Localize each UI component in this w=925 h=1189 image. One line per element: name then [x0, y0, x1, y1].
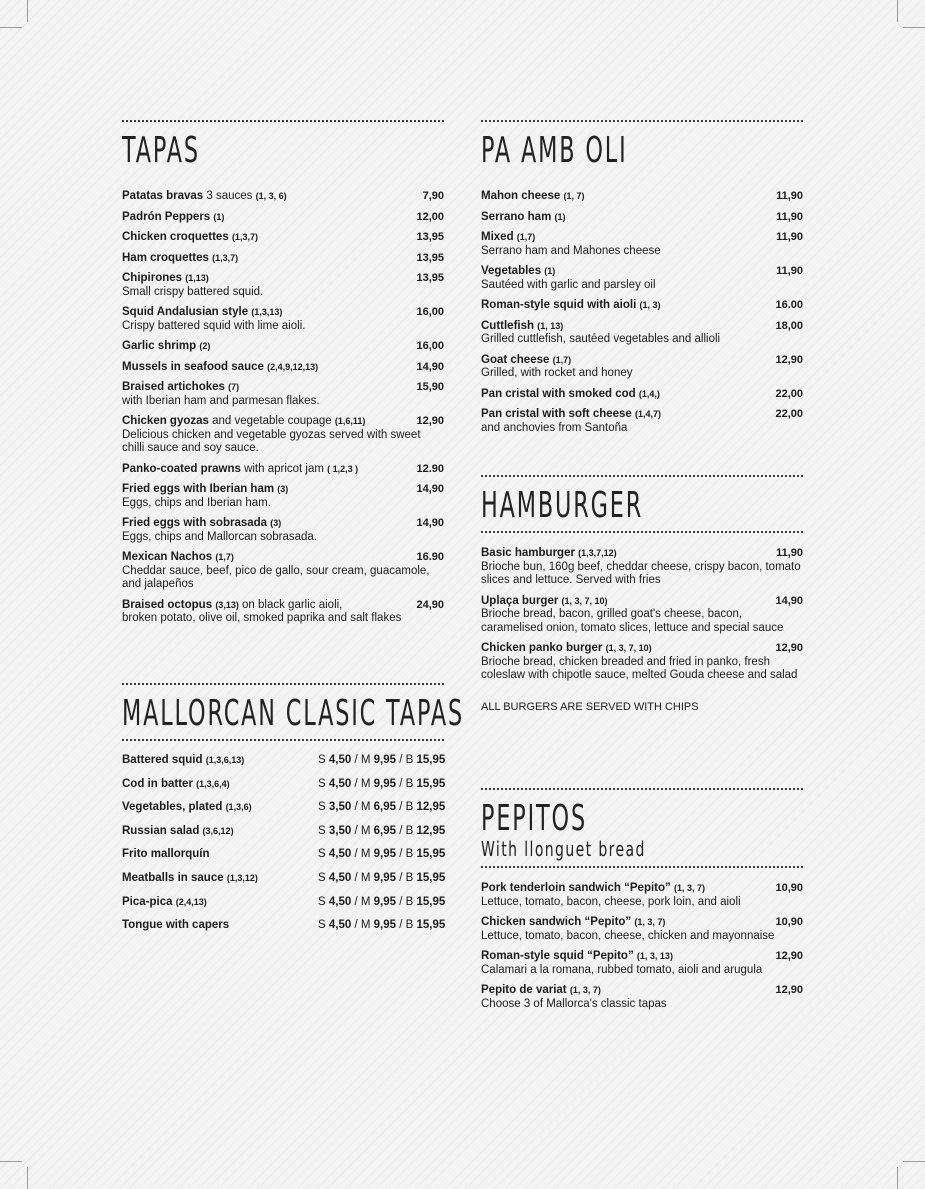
menu-item-extra: with apricot jam — [240, 462, 328, 475]
menu-item-name: Russian salad — [122, 824, 200, 837]
menu-item-heading — [481, 299, 803, 313]
price-small: 3,50 — [328, 801, 352, 814]
section-title-mallorcan: MALLORCAN CLASIC TAPAS — [122, 693, 465, 734]
price-small: 3,50 — [328, 824, 352, 837]
size-label-medium: / M — [351, 754, 374, 766]
menu-item-allergens: (2) — [199, 341, 211, 351]
menu-item-name: Tongue with capers — [122, 919, 230, 932]
menu-item-name: Roman-style squid with aioli — [481, 299, 637, 311]
menu-item-allergens: (1, 7) — [563, 191, 585, 201]
menu-item-price: 10,90 — [775, 882, 803, 894]
menu-item-name: Padrón Peppers — [122, 210, 211, 223]
menu-item — [122, 824, 444, 848]
price-big: 15,95 — [416, 895, 446, 908]
menu-item — [481, 408, 803, 435]
menu-item-description: Small crispy battered squid. — [122, 285, 264, 298]
menu-item-name: Basic hamburger — [481, 547, 575, 559]
pepitos-section — [481, 788, 803, 1018]
menu-item — [122, 599, 444, 626]
size-label-small: S — [318, 824, 329, 837]
menu-item-description: and anchovies from Santoña — [481, 421, 628, 434]
menu-item — [481, 211, 803, 225]
menu-item-price: 12,90 — [775, 950, 803, 962]
menu-item-price: 11,90 — [776, 231, 803, 243]
size-label-big: / B — [396, 824, 417, 837]
price-small: 4,50 — [328, 777, 352, 790]
menu-item-heading — [122, 211, 444, 225]
menu-item-sizes — [318, 847, 445, 861]
menu-item-name: Pork tenderloin sandwich “Pepito” — [481, 882, 671, 894]
menu-item-heading — [122, 381, 444, 395]
menu-item-heading — [481, 265, 803, 279]
menu-item-allergens: (1,3,6,13) — [205, 755, 245, 765]
price-medium: 9,95 — [373, 919, 397, 932]
menu-item-allergens: (1,7) — [552, 354, 572, 365]
menu-item-price: 13,95 — [416, 251, 444, 264]
menu-item-allergens: (1,3,7) — [212, 252, 239, 263]
menu-item — [481, 916, 803, 943]
menu-item — [122, 361, 444, 375]
menu-item-name: Chicken croquettes — [122, 231, 229, 243]
menu-item-price: 22,00 — [775, 387, 803, 400]
menu-item-sizes — [318, 918, 445, 932]
menu-item — [481, 320, 803, 347]
menu-item-name: Panko-coated prawns — [122, 462, 241, 475]
size-label-big: / B — [396, 754, 417, 766]
menu-item-allergens: (3,6,12) — [202, 825, 234, 836]
menu-item-name: Cod in batter — [122, 777, 193, 790]
size-label-small: S — [318, 871, 329, 884]
menu-item-name: Vegetables — [481, 265, 542, 277]
menu-item-heading — [122, 231, 444, 245]
hamburger-section — [481, 475, 803, 713]
size-label-big: / B — [396, 801, 417, 814]
menu-item — [122, 340, 444, 354]
menu-item — [481, 231, 803, 258]
divider — [122, 739, 444, 741]
menu-item-price: 13,95 — [416, 272, 444, 284]
menu-item-allergens: (1,3,7) — [231, 232, 258, 242]
menu-item-allergens: (1, 3, 7, 10) — [605, 643, 652, 653]
menu-item — [481, 642, 803, 683]
menu-item-price: 14,90 — [416, 360, 444, 373]
menu-item-description: Choose 3 of Mallorca's classic tapas — [481, 997, 667, 1010]
menu-item-name: Fried eggs with Iberian ham — [122, 483, 275, 495]
menu-item-price: 16,00 — [416, 306, 444, 318]
menu-item — [122, 918, 444, 942]
menu-item — [122, 753, 444, 777]
menu-item-extra: and vegetable coupage — [208, 415, 335, 427]
menu-item-sizes — [318, 871, 445, 885]
menu-item-price: 12,00 — [416, 210, 444, 223]
menu-item-description: Sautéed with garlic and parsley oil — [481, 278, 656, 291]
menu-item-name: Patatas bravas — [122, 190, 204, 202]
menu-item-heading — [122, 415, 444, 429]
menu-item-name: Frito mallorquín — [122, 848, 210, 861]
price-medium: 6,95 — [373, 801, 397, 814]
menu-item-description: broken potato, olive oil, smoked paprika and salt flakes — [122, 612, 402, 624]
menu-item-allergens: (1, 3, 7) — [673, 883, 705, 893]
size-label-medium: / M — [351, 801, 374, 814]
crop-mark — [27, 1167, 28, 1189]
size-label-medium: / M — [351, 824, 374, 837]
menu-item-price: 16.00 — [775, 299, 803, 311]
menu-item-heading — [122, 599, 444, 613]
menu-item — [122, 211, 444, 225]
menu-item-allergens: ( 1,2,3 ) — [327, 463, 359, 474]
price-small: 4,50 — [328, 848, 352, 861]
menu-item-description: Eggs, chips and Mallorcan sobrasada. — [122, 530, 317, 543]
menu-item-sizes — [318, 800, 445, 814]
menu-item-name: Braised octopus — [122, 598, 213, 611]
menu-item-allergens: (3) — [270, 518, 282, 528]
menu-item — [481, 882, 803, 909]
menu-item-heading — [481, 642, 803, 656]
menu-item-heading — [122, 306, 444, 320]
menu-item-name: Pan cristal with soft cheese — [481, 408, 632, 420]
menu-item-description: Serrano ham and Mahones cheese — [481, 244, 661, 257]
menu-item-name: Chicken gyozas — [122, 415, 209, 427]
menu-item-allergens: (1) — [554, 211, 566, 222]
menu-item-price: 24,90 — [416, 598, 444, 611]
menu-item-price: 11,90 — [776, 547, 803, 559]
menu-item-allergens: (1, 3, 7) — [569, 985, 601, 995]
pa-amb-oli-section — [481, 120, 803, 442]
menu-item-description: Delicious chicken and vegetable gyozas served with sweet chilli sauce and soy sauce. — [122, 428, 421, 454]
menu-item-name: Goat cheese — [481, 353, 550, 366]
price-medium: 9,95 — [373, 848, 397, 861]
menu-item-description: Eggs, chips and Iberian ham. — [122, 496, 271, 509]
crop-mark — [0, 1161, 22, 1162]
menu-item-description: Lettuce, tomato, bacon, cheese, pork loin, and aioli — [481, 895, 741, 908]
menu-item-allergens: (1, 13) — [537, 320, 564, 331]
menu-item-heading — [481, 320, 803, 334]
menu-item-allergens: (1) — [544, 266, 556, 276]
menu-item — [122, 190, 444, 204]
size-label-big: / B — [396, 919, 417, 932]
menu-item-sizes — [318, 753, 445, 767]
divider — [481, 788, 803, 790]
menu-item-price: 16.90 — [416, 551, 444, 563]
menu-item — [481, 388, 803, 402]
crop-mark — [903, 27, 925, 28]
section-title-hamburger: HAMBURGER — [481, 485, 644, 526]
menu-item-sizes — [318, 777, 445, 791]
section-title-pepitos: PEPITOS — [481, 798, 588, 839]
menu-item-allergens: (1, 3, 13) — [636, 951, 673, 961]
menu-item — [122, 272, 444, 299]
menu-item — [481, 354, 803, 381]
size-label-small: S — [318, 895, 329, 908]
menu-item-name: Chicken panko burger — [481, 642, 603, 654]
menu-item-description: with Iberian ham and parmesan flakes. — [122, 394, 320, 407]
menu-item — [122, 306, 444, 333]
size-label-small: S — [318, 848, 329, 861]
size-label-small: S — [318, 919, 329, 932]
menu-item-sizes — [318, 895, 445, 909]
menu-item-price: 13,95 — [416, 231, 444, 243]
size-label-big: / B — [396, 777, 417, 790]
mallorcan-section — [122, 683, 465, 942]
menu-item-allergens: (1,13) — [185, 273, 209, 283]
menu-item-description: Calamari a la romana, rubbed tomato, aioli and arugula — [481, 963, 763, 976]
menu-item — [122, 847, 444, 871]
menu-item-price: 11,90 — [776, 190, 803, 202]
size-label-big: / B — [396, 871, 417, 884]
menu-item-price: 12,90 — [416, 415, 444, 427]
menu-item-name: Fried eggs with sobrasada — [122, 517, 268, 529]
menu-item-name: Squid Andalusian style — [122, 306, 249, 318]
menu-item-heading — [481, 190, 803, 204]
menu-item-heading — [481, 547, 803, 561]
price-medium: 9,95 — [373, 871, 397, 884]
menu-item-allergens: (1,3,13) — [251, 307, 283, 317]
size-label-small: S — [318, 777, 329, 790]
price-medium: 6,95 — [373, 824, 397, 837]
menu-item — [122, 463, 444, 477]
price-small: 4,50 — [328, 895, 352, 908]
menu-item-allergens: (1,4,7) — [635, 409, 662, 419]
hamburger-note: ALL BURGERS ARE SERVED WITH CHIPS — [481, 700, 699, 713]
size-label-big: / B — [396, 848, 417, 861]
menu-item-description: Brioche bread, bacon, grilled goat's cheese, bacon, caramelised onion, tomato slices, lettuce and special sauce — [481, 608, 784, 634]
menu-item-price: 16,00 — [416, 340, 444, 352]
menu-item-heading — [122, 517, 444, 531]
menu-item-allergens: (3) — [277, 484, 289, 494]
menu-item-price: 12.90 — [416, 462, 444, 475]
menu-item-price: 12,90 — [775, 353, 803, 366]
tapas-section — [122, 120, 444, 633]
divider — [122, 120, 444, 122]
size-label-medium: / M — [351, 871, 374, 884]
size-label-small: S — [318, 801, 329, 814]
menu-item-description: Brioche bread, chicken breaded and fried in panko, fresh coleslaw with chipotle sauce, melted Gouda cheese and salad — [481, 655, 798, 681]
size-label-big: / B — [396, 895, 417, 908]
menu-item-heading — [122, 483, 444, 497]
menu-item-heading — [481, 388, 803, 402]
menu-item — [122, 231, 444, 245]
menu-item-allergens: (1,4,) — [638, 388, 660, 399]
menu-item-price: 11,90 — [776, 210, 803, 223]
menu-item — [122, 483, 444, 510]
menu-item-price: 14,90 — [416, 517, 444, 529]
menu-item-description: Brioche bun, 160g beef, cheddar cheese, crispy bacon, tomato slices and lettuce. Served with fries — [481, 560, 801, 586]
menu-item-name: Vegetables, plated — [122, 801, 223, 814]
menu-item-name: Mussels in seafood sauce — [122, 360, 264, 373]
menu-item-allergens: (1, 3) — [639, 300, 661, 310]
mallorcan-list — [122, 753, 444, 942]
menu-item-heading — [481, 950, 803, 964]
menu-item — [122, 551, 444, 592]
menu-item-heading — [481, 408, 803, 422]
price-big: 15,95 — [416, 754, 446, 766]
menu-item-price: 12,90 — [775, 642, 803, 654]
menu-item-name: Uplaça burger — [481, 594, 559, 607]
menu-item — [481, 190, 803, 204]
divider — [481, 120, 803, 122]
menu-item-allergens: (1,7) — [215, 552, 234, 562]
menu-item-allergens: (1,3,6) — [225, 802, 252, 813]
menu-item — [122, 252, 444, 266]
menu-item-allergens: (1, 3, 6) — [255, 191, 287, 201]
menu-item-allergens: (3,13) — [215, 599, 239, 610]
menu-item-price: 11,90 — [776, 265, 803, 277]
divider — [481, 866, 803, 868]
tapas-list — [122, 190, 444, 626]
menu-item-heading — [481, 211, 803, 225]
menu-item — [481, 595, 803, 636]
menu-item-description: Crispy battered squid with lime aioli. — [122, 319, 306, 332]
price-medium: 9,95 — [373, 754, 397, 766]
menu-item — [481, 547, 803, 588]
menu-item-name: Pica-pica — [122, 895, 173, 908]
size-label-small: S — [318, 754, 329, 766]
menu-item — [481, 299, 803, 313]
menu-item-allergens: (7) — [228, 382, 240, 392]
menu-item-allergens: (1,7) — [516, 232, 536, 242]
price-big: 15,95 — [416, 777, 446, 790]
menu-item-price: 10,90 — [775, 916, 803, 928]
pepitos-list — [481, 882, 803, 1011]
menu-item-price: 14,90 — [416, 483, 444, 495]
menu-item-description: Cheddar sauce, beef, pico de gallo, sour cream, guacamole, and jalapeños — [122, 564, 430, 590]
pa-amb-oli-list — [481, 190, 803, 435]
menu-item-price: 22,00 — [775, 408, 803, 420]
menu-item-name: Mexican Nachos — [122, 551, 213, 563]
menu-item-allergens: (1,6,11) — [334, 416, 366, 426]
price-small: 4,50 — [328, 871, 352, 884]
menu-item-description: Grilled, with rocket and honey — [481, 367, 633, 379]
menu-item-price: 14,90 — [775, 594, 803, 607]
menu-item-name: Ham croquettes — [122, 251, 209, 264]
menu-item-allergens: (1,3,6,4) — [196, 778, 230, 789]
menu-item-name: Mixed — [481, 231, 514, 243]
menu-item-allergens: (2,4,9,12,13) — [267, 361, 319, 372]
pepitos-subtitle: With llonguet bread — [481, 837, 646, 861]
menu-item-name: Pan cristal with smoked cod — [481, 387, 636, 400]
menu-item-name: Mahon cheese — [481, 190, 561, 202]
divider — [481, 531, 803, 533]
menu-item-name: Braised artichokes — [122, 381, 225, 393]
menu-item-heading — [481, 231, 803, 245]
menu-item-price: 18,00 — [775, 319, 803, 332]
price-small: 4,50 — [328, 919, 352, 932]
hamburger-list — [481, 547, 803, 683]
menu-item-name: Pepito de variat — [481, 984, 567, 996]
section-title-pa-amb-oli: PA AMB OLI — [481, 130, 628, 171]
crop-mark — [903, 1161, 925, 1162]
price-big: 12,95 — [416, 801, 446, 814]
menu-item-extra: on black garlic aioli, — [238, 598, 343, 611]
menu-item-allergens: (1, 3, 7) — [634, 917, 666, 927]
menu-item-name: Serrano ham — [481, 210, 552, 223]
divider — [481, 475, 803, 477]
price-medium: 9,95 — [373, 777, 397, 790]
menu-item — [122, 895, 444, 919]
menu-item-sizes — [318, 824, 445, 838]
size-label-medium: / M — [351, 895, 374, 908]
menu-item — [122, 871, 444, 895]
menu-item-heading — [481, 354, 803, 368]
divider — [122, 683, 444, 685]
menu-item — [122, 381, 444, 408]
menu-item-description: Lettuce, tomato, bacon, cheese, chicken and mayonnaise — [481, 929, 775, 942]
menu-item-name: Battered squid — [122, 754, 203, 766]
menu-item-name: Chicken sandwich “Pepito” — [481, 916, 632, 928]
menu-item — [122, 800, 444, 824]
menu-item — [122, 777, 444, 801]
size-label-medium: / M — [351, 777, 374, 790]
menu-item — [122, 415, 444, 456]
menu-item-name: Meatballs in sauce — [122, 871, 224, 884]
menu-item-heading — [122, 252, 444, 266]
menu-item-heading — [122, 272, 444, 286]
menu-item-allergens: (1, 3, 7, 10) — [561, 595, 608, 606]
price-big: 15,95 — [416, 919, 446, 932]
menu-item-extra: 3 sauces — [203, 190, 256, 202]
price-small: 4,50 — [328, 754, 352, 766]
menu-item-heading — [122, 340, 444, 354]
menu-item — [122, 517, 444, 544]
crop-mark — [897, 1167, 898, 1189]
menu-item-name: Chipirones — [122, 272, 183, 284]
menu-item — [481, 265, 803, 292]
size-label-medium: / M — [351, 919, 374, 932]
menu-item-description: Grilled cuttlefish, sautéed vegetables and allioli — [481, 333, 721, 345]
menu-item — [481, 950, 803, 977]
crop-mark — [0, 27, 22, 28]
menu-item-heading — [122, 551, 444, 565]
menu-item-price: 7,90 — [422, 190, 444, 202]
menu-item-allergens: (1,3,7,12) — [578, 548, 617, 558]
menu-item-price: 12,90 — [775, 984, 803, 996]
menu-item-heading — [122, 361, 444, 375]
menu-item-name: Cuttlefish — [481, 319, 535, 332]
menu-item-heading — [122, 190, 444, 204]
size-label-medium: / M — [351, 848, 374, 861]
crop-mark — [27, 0, 28, 22]
price-big: 15,95 — [416, 871, 446, 884]
section-title-tapas: TAPAS — [122, 130, 200, 171]
menu-item-name: Roman-style squid “Pepito” — [481, 950, 634, 962]
menu-item-heading — [481, 984, 803, 998]
menu-item-name: Garlic shrimp — [122, 340, 197, 352]
price-medium: 9,95 — [373, 895, 397, 908]
price-big: 15,95 — [416, 848, 446, 861]
menu-item-heading — [122, 463, 444, 477]
menu-item-heading — [481, 916, 803, 930]
crop-mark — [897, 0, 898, 22]
menu-item — [481, 984, 803, 1011]
menu-item-allergens: (2,4,13) — [175, 896, 207, 907]
price-big: 12,95 — [416, 824, 446, 837]
menu-item-allergens: (1) — [213, 211, 225, 222]
menu-item-price: 15,90 — [416, 381, 444, 393]
menu-item-heading — [481, 595, 803, 609]
menu-item-allergens: (1,3,12) — [226, 872, 258, 883]
menu-item-heading — [481, 882, 803, 896]
